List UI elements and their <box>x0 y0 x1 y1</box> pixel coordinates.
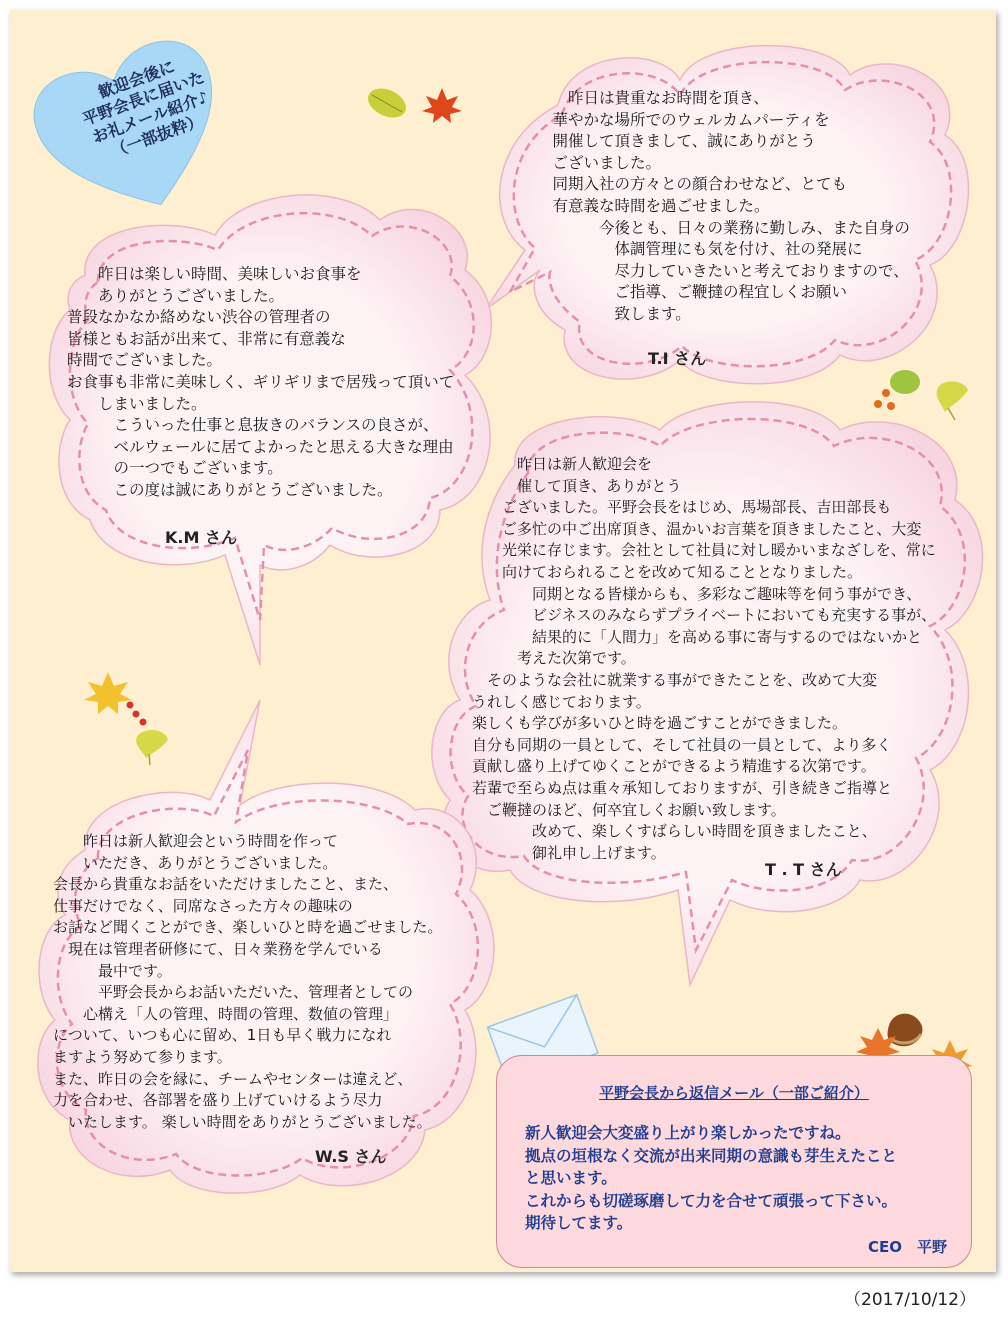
maple-leaf-icon <box>422 88 462 123</box>
author-ti: T.I さん <box>648 349 707 368</box>
message-ti-text: 昨日は貴重なお時間を頂き、 華やかな場所でのウェルカムパーティを 開催して頂きまして、誠にありがとう ございました。 同期入社の方々との顔合わせなど、とても 有意義な時間を過ごせました。 今後とも、日々の業務に勤しみ、また自身の 体調管理にも気を付け、社の発展に 尽力していきたいと考えておりますので、 ご指導、ご鞭撻の程宜しくお願い 致します。 <box>552 89 910 323</box>
heart-title: 歓迎会後に 平野会長に届いた お礼メール紹介♪ （一部抜粋） <box>80 56 211 162</box>
ginkgo-leaf-icon <box>136 730 168 765</box>
leaf-icon <box>890 370 920 394</box>
message-tt-text: 昨日は新人歓迎会を 催して頂き、ありがとう ございました。平野会長をはじめ、馬場部長、吉田部長も ご多忙の中ご出席頂き、温かいお言葉を頂きましたこと、大変 光栄に存じます。会社として社員に対し暖かいまなざしを、常に 向けておられることを改めて知ることとなりました。 同期となる皆様からも、多彩なご趣味等を伺う事ができ、 ビジネスのみならずプライベートにおいても充実する事が、 結果的に「人間力」を高める事に寄与するのではないかと 考えた次第です。 そのような会社に就業する事ができたことを、改めて大変 うれしく感じております。 楽しくも学びが多いひと時を過ごすことができました。 自分も同期の一員として、そして社員の一員として、より多く 貢献し盛り上げてゆくことができるよう精進する次第です。 若輩で至らぬ点は重々承知しておりますが、引き続きご指導と ご鞭撻のほど、何卒宜しくお願い致します。 改めて、楽しくすばらしい時間を頂きましたこと、 御礼申し上げます。 <box>472 455 937 862</box>
reply-box <box>496 1055 972 1268</box>
author-ws: W.S さん <box>315 1147 387 1166</box>
message-km-text: 昨日は楽しい時間、美味しいお食事を ありがとうございました。 普段なかなか絡めない渋谷の管理者の 皆様ともお話が出来て、非常に有意義な 時間でございました。 お食事も非常に美味しく、ギリギリまで居残って頂いて しまいました。 こういった仕事と息抜きのバランスの良さが、 ベルウェールに居てよかったと思える大きな理由 の一つでもございます。 この度は誠にありがとうございました。 <box>67 265 455 499</box>
author-km: K.M さん <box>165 528 237 547</box>
berries-icon <box>127 702 147 726</box>
publish-date: （2017/10/12） <box>844 1290 976 1310</box>
leaf-icon <box>363 83 410 123</box>
maple-leaf-icon <box>84 672 132 714</box>
berries-icon <box>874 389 895 410</box>
ginkgo-leaf-icon <box>937 381 968 420</box>
reply-title: 平野会長から返信メール（一部ご紹介） <box>599 1084 869 1102</box>
reply-signature: CEO 平野 <box>867 1238 947 1256</box>
newsletter-page <box>10 10 996 1272</box>
author-tt: T . T さん <box>765 860 842 879</box>
reply-body: 新人歓迎会大変盛り上がり楽しかったですね。 拠点の垣根なく交流が出来同期の意識も芽生えたこと と思います。 これからも切磋琢磨して力を合せて頑張って下さい。 期待してます。 <box>525 1124 898 1232</box>
chestnut-icon <box>888 1014 923 1047</box>
message-ws-text: 昨日は新人歓迎会という時間を作って いただき、ありがとうございました。 会長から貴重なお話をいただけましたこと、また、 仕事だけでなく、同席なさった方々の趣味の お話など聞くことができ、楽しいひと時を過ごせました。 現在は管理者研修にて、日々業務を学んでいる 最中です。 平野会長からお話いただいた、管理者としての 心構え「人の管理、時間の管理、数値の管理」 について、いつも心に留め、1日も早く戦力になれ ますよう努めて参ります。 また、昨日の会を縁に、チームやセンターは違えど、 力を合わせ、各部署を盛り上げていけるよう尽力 いたします。 楽しい時間をありがとうございました。 <box>53 832 443 1131</box>
